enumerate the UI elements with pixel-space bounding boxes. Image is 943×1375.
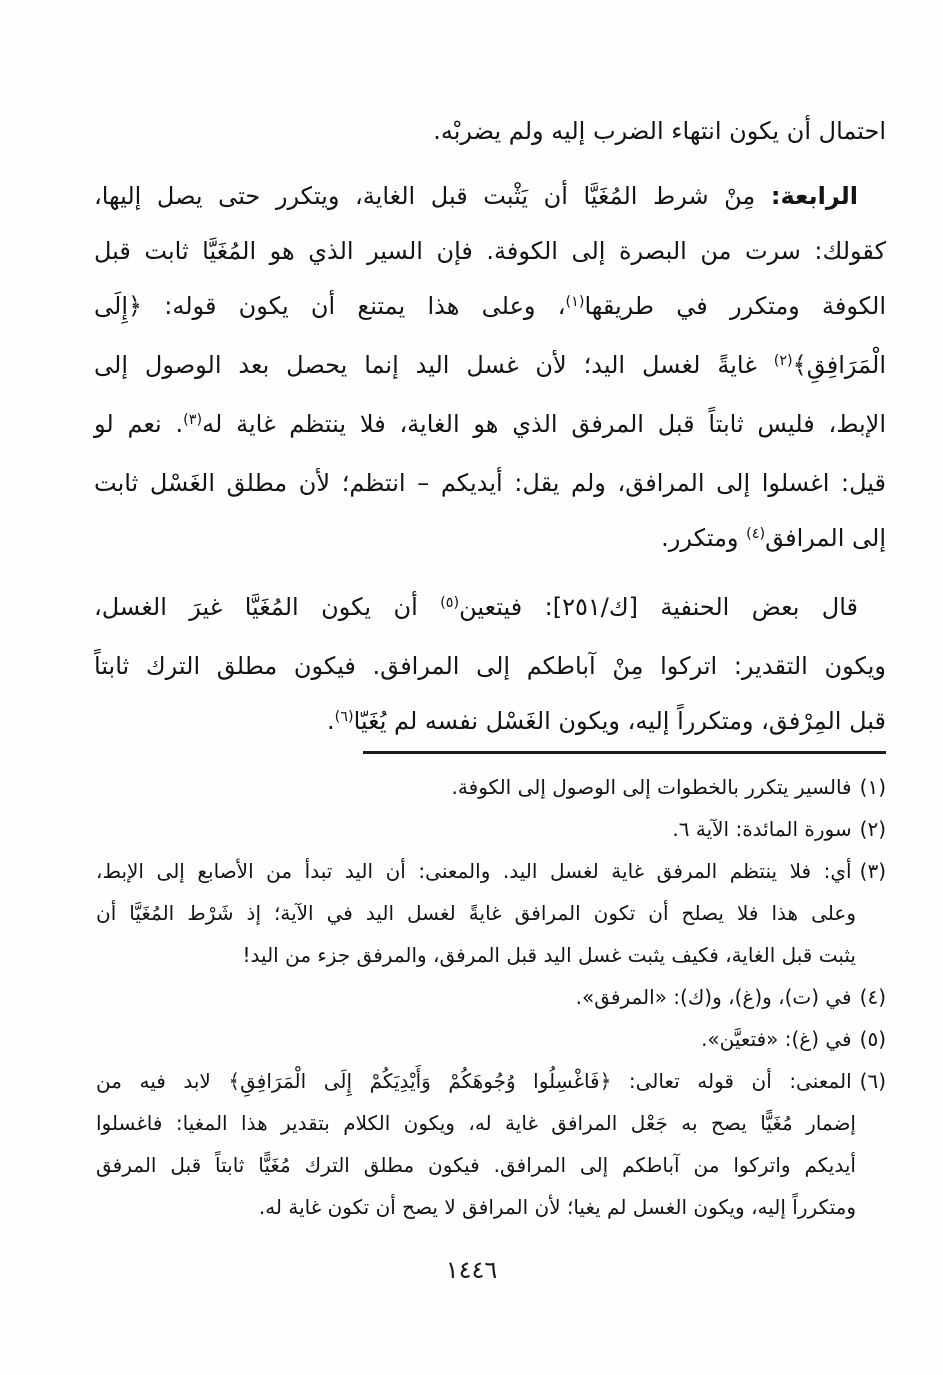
footnote-item bbox=[96, 850, 886, 976]
text-segment: الرابعة: bbox=[770, 182, 858, 210]
footnote-item bbox=[96, 808, 886, 850]
footnote-line bbox=[96, 1144, 886, 1186]
footnote-ref: (١) bbox=[565, 294, 585, 311]
footnote-item bbox=[96, 1018, 886, 1060]
body-line bbox=[94, 104, 886, 159]
footnote-item bbox=[96, 766, 886, 808]
footnote-line bbox=[96, 1186, 886, 1228]
body-line bbox=[94, 639, 886, 694]
text-segment: قيل: اغسلوا إلى المرافق، ولم يقل: أيديكم – انتظم؛ لأن مطلق الغَسْل ثابت bbox=[94, 469, 886, 497]
footnote-text: يثبت قبل الغاية، فكيف يثبت غسل اليد قبل المرفق، والمرفق جزء من اليد! bbox=[242, 943, 856, 967]
text-segment: ومتكرر. bbox=[661, 524, 747, 552]
footnote-line bbox=[96, 766, 886, 808]
footnote-line bbox=[96, 850, 886, 892]
footnote-ref: (٥) bbox=[440, 595, 460, 612]
footnote-line bbox=[96, 1060, 886, 1102]
page-number: ١٤٤٦ bbox=[445, 1256, 498, 1284]
footnote-line bbox=[96, 808, 886, 850]
footnote-text: سورة المائدة: الآية ٦. bbox=[672, 817, 852, 841]
footnote-ref: (٢) bbox=[773, 353, 793, 370]
text-segment: مِنْ شرط المُغَيَّا أن يَثْبت قبل الغاية، ويتكرر حتى يصل إليها، bbox=[94, 182, 771, 210]
footnote-line bbox=[96, 976, 886, 1018]
text-segment: كقولك: سرت من البصرة إلى الكوفة. فإن السير الذي هو المُغَيَّا ثابت قبل bbox=[94, 237, 886, 265]
text-segment: غايةً لغسل اليد؛ لأن غسل اليد إنما يحصل بعد الوصول إلى bbox=[94, 351, 774, 379]
footnote-item bbox=[96, 976, 886, 1018]
body-line bbox=[94, 397, 886, 456]
footnote-separator bbox=[363, 751, 886, 754]
footnote-item bbox=[96, 1060, 886, 1228]
text-segment: الإبط، فليس ثابتاً قبل المرفق الذي هو الغاية، فلا ينتظم غاية له bbox=[202, 410, 887, 438]
paragraph bbox=[94, 104, 886, 159]
body-line bbox=[94, 224, 886, 279]
footnote-text: في (ت)، و(غ)، و(ك): «المرفق». bbox=[575, 985, 852, 1009]
text-segment: احتمال أن يكون انتهاء الضرب إليه ولم يضربْه. bbox=[433, 117, 886, 145]
body-line bbox=[94, 511, 886, 570]
footnote-text: وعلى هذا فلا يصلح أن تكون المرافق غايةً لغسل اليد في الآية؛ إذ شَرْط المُغَيَّا أن bbox=[96, 901, 856, 925]
footnote-marker: (٥) bbox=[859, 1027, 886, 1051]
paragraph bbox=[94, 580, 886, 753]
footnotes bbox=[96, 766, 886, 1228]
footnote-text: ومتكرراً إليه، ويكون الغسل لم يغيا؛ لأن المرافق لا يصح أن تكون غاية له. bbox=[258, 1195, 856, 1219]
text-segment: ، وعلى هذا يمتنع أن يكون قوله: ﴿إِلَى bbox=[94, 292, 566, 320]
footnote-text: المعنى: أن قوله تعالى: ﴿فَاغْسِلُوا وُجُوهَكُمْ وَأَيْدِيَكُمْ إِلَى الْمَرَافِقِ﴾ لابد فيه من bbox=[96, 1069, 852, 1093]
footnote-text: إضمار مُغَيًّا يصح به جَعْل المرافق غاية له، ويكون الكلام بتقدير هذا المغيا: فاغسلوا bbox=[96, 1111, 856, 1135]
footnote-ref: (٦) bbox=[334, 709, 354, 726]
text-segment: قبل المِرْفق، ومتكرراً إليه، ويكون الغَسْل نفسه لم يُغَيّا bbox=[353, 707, 886, 735]
footnote-ref: (٣) bbox=[183, 412, 203, 429]
text-segment: الكوفة ومتكرر في طريقها bbox=[584, 292, 886, 320]
footnote-ref: (٤) bbox=[746, 526, 766, 543]
body-text bbox=[94, 104, 886, 753]
footnote-marker: (٤) bbox=[859, 985, 886, 1009]
footnote-marker: (٣) bbox=[859, 859, 886, 883]
text-segment: أن يكون المُغَيَّا غيرَ الغسل، bbox=[94, 593, 441, 621]
text-segment: قال بعض الحنفية [ك/٢٥١]: فيتعين bbox=[459, 593, 859, 621]
body-line bbox=[94, 694, 886, 753]
footnote-text: في (غ): «فتعيَّن». bbox=[701, 1027, 852, 1051]
text-segment: . bbox=[326, 707, 335, 735]
paragraph bbox=[94, 169, 886, 570]
text-segment: . نعم لو bbox=[94, 410, 184, 438]
footnote-text: فالسير يتكرر بالخطوات إلى الوصول إلى الكوفة. bbox=[451, 775, 852, 799]
body-line bbox=[94, 338, 886, 397]
body-line bbox=[94, 456, 886, 511]
body-line bbox=[94, 169, 886, 224]
footnote-marker: (٦) bbox=[859, 1069, 886, 1093]
footnote-text: أيديكم واتركوا من آباطكم إلى المرافق. فيكون مطلق الترك مُغَيًّا ثابتاً قبل المرفق bbox=[96, 1153, 856, 1177]
footnote-text: أي: فلا ينتظم المرفق غاية لغسل اليد. والمعنى: أن اليد تبدأ من الأصابع إلى الإبط، bbox=[96, 859, 852, 883]
footnote-line bbox=[96, 1102, 886, 1144]
footnote-marker: (١) bbox=[859, 775, 886, 799]
text-segment: إلى المرافق bbox=[765, 524, 886, 552]
text-segment: ويكون التقدير: اتركوا مِنْ آباطكم إلى المرافق. فيكون مطلق الترك ثابتاً bbox=[94, 652, 886, 680]
footnote-line bbox=[96, 1018, 886, 1060]
body-line bbox=[94, 279, 886, 338]
text-segment: الْمَرَافِقِ﴾ bbox=[792, 351, 886, 379]
footnote-line bbox=[96, 934, 886, 976]
body-line bbox=[94, 580, 886, 639]
footnote-marker: (٢) bbox=[859, 817, 886, 841]
footnote-line bbox=[96, 892, 886, 934]
